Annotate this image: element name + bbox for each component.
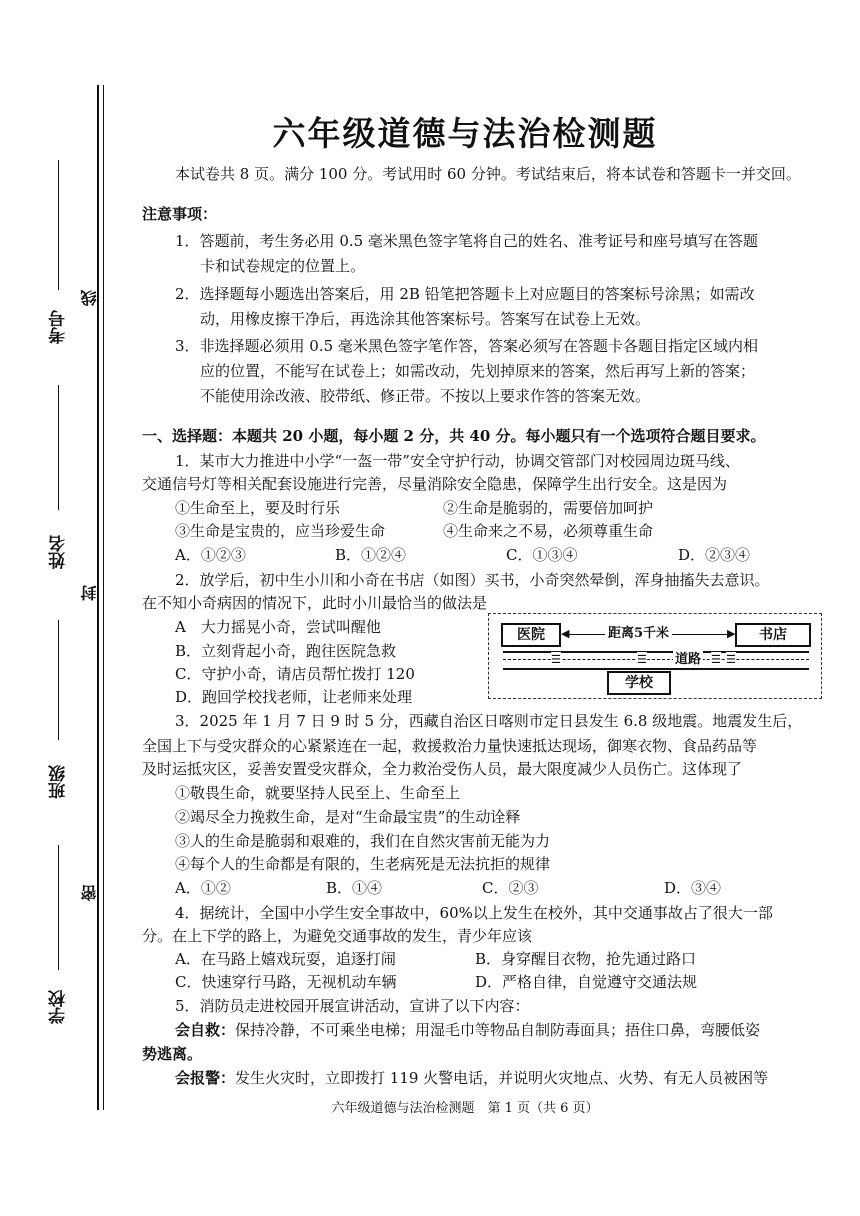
q3-statement: ②竭尽全力挽救生命，是对“生命最宝贵”的生动诠释 [175,808,521,826]
q5-text: 发生火灾时，立即拨打 119 火警电话，并说明火灾地点、火势、有无人员被困等 [235,1069,769,1087]
q3-stem: 全国上下与受灾群众的心紧紧连在一起，救援救治力量快速抵达现场，御寒衣物、食品药品等 [142,737,758,755]
q3-statement: ①敬畏生命，就要坚持人民至上、生命至上 [175,784,461,802]
bookstore-box: 书店 [735,623,811,647]
margin-rule-inner [103,85,104,1110]
q1-option-a: A．①②③ [175,546,246,564]
q5-stem: 5．消防员走进校园开展宣讲活动，宣讲了以下内容： [175,997,530,1015]
distance-label: 距离5千米 [605,625,672,643]
q4-stem: 分。在上下学的路上，为避免交通事故的发生，青少年应该 [142,927,533,945]
school-label: 学校 [49,990,69,1024]
q1-statement: ③生命是宝贵的，应当珍爱生命 [175,522,386,540]
road-edge-bottom [503,668,809,670]
q2-option-d: D．跑回学校找老师，让老师来处理 [175,688,413,706]
seal-line-mark: 线 [80,290,99,306]
q3-option-d: D．③④ [664,879,722,897]
q4-option-d: D．严格自律，自觉遵守交通法规 [475,973,698,991]
q1-statement: ②生命是脆弱的，需要倍加呵护 [443,499,654,517]
road-marking: ☰ [551,653,561,666]
q1-option-b: B．①②④ [335,546,407,564]
q5-text: 保持冷静，不可乘坐电梯；用湿毛巾等物品自制防毒面具；捂住口鼻，弯腰低姿 [235,1021,761,1039]
section-heading: 一、选择题：本题共 20 小题，每小题 2 分，共 40 分。每小题只有一个选项符合题目要求。 [142,427,766,445]
arrow-right-icon: ▶ [727,627,736,640]
q5-item-self-rescue [175,1019,760,1041]
notice-line: 动，用橡皮擦干净后，再选涂其他答案标号。答案写在试卷上无效。 [200,310,651,328]
q1-option-d: D．②③④ [678,546,751,564]
notice-heading: 注意事项： [142,205,218,223]
notice-line: 1．答题前，考生务必用 0.5 毫米黑色签字笔将自己的姓名、准考证号和座号填写在答题 [175,232,758,250]
q2-stem: 在不知小奇病因的情况下，此时小川最恰当的做法是 [142,594,488,612]
seal-secret-mark: 密 [80,885,99,901]
q2-stem: 2．放学后，初中生小川和小奇在书店（如图）买书，小奇突然晕倒，浑身抽搐失去意识。 [175,571,770,589]
road-marking: ☰ [637,653,647,666]
hospital-box: 医院 [501,623,561,647]
q1-stem: 1．某市大力推进中小学“一盔一带”安全守护行动，协调交管部门对校园周边斑马线、 [175,452,740,470]
road-edge-top [503,651,809,653]
school-line [58,845,59,970]
q4-option-a: A．在马路上嬉戏玩耍，追逐打闹 [175,950,396,968]
road-label: 道路 [675,652,702,667]
road-marking: ☰ [711,653,721,666]
q3-statement: ③人的生命是脆弱和艰难的，我们在自然灾害前无能为力 [175,832,551,850]
q4-option-b: B．身穿醒目衣物，抢先通过路口 [475,950,697,968]
q1-statement: ④生命来之不易，必须尊重生命 [443,522,654,540]
notice-line: 不能使用涂改液、胶带纸、修正带。不按以上要求作答的答案无效。 [200,387,651,405]
q5-keyword: 会自救： [175,1021,236,1039]
q3-option-c: C．②③ [482,879,539,897]
class-line [58,620,59,740]
name-line [58,385,59,510]
q3-option-b: B．①④ [326,879,383,897]
q1-stem: 交通信号灯等相关配套设施进行完善，尽量消除安全隐患，保障学生出行安全。这是因为 [142,475,728,493]
seal-seal-mark: 封 [80,585,99,601]
q5-text-cont: 势逃离。 [142,1045,203,1063]
arrow-left-icon: ◀ [561,627,570,640]
class-label: 班级 [49,765,69,799]
q4-stem: 4．据统计，全国中小学生安全事故中，60%以上发生在校外，其中交通事故占了很大一部 [175,904,773,922]
road-centerline [503,659,809,660]
q1-statement: ①生命至上，要及时行乐 [175,499,341,517]
q3-stem: 3．2025 年 1 月 7 日 9 时 5 分，西藏自治区日喀则市定日县发生 6.8 级地震。地震发生后， [175,712,803,730]
road-marking: ☰ [726,653,736,666]
notice-line: 卡和试卷规定的位置上。 [200,257,366,275]
q3-statement: ④每个人的生命都是有限的，生老病死是无法抗拒的规律 [175,855,551,873]
page-title: 六年级道德与法治检测题 [272,114,658,153]
q2-option-b: B．立刻背起小奇，跑往医院急救 [175,642,397,660]
q2-option-c: C．守护小奇，请店员帮忙拨打 120 [175,665,415,683]
notice-line: 2．选择题每小题选出答案后，用 2B 铅笔把答题卡上对应题目的答案标号涂黑；如需改 [175,285,755,303]
page-footer: 六年级道德与法治检测题 第 1 页（共 6 页） [331,1101,599,1116]
q3-stem: 及时运抵灾区，妥善安置受灾群众，全力救治受伤人员，最大限度减少人员伤亡。这体现了 [142,760,743,778]
notice-line: 3．非选择题必须用 0.5 毫米黑色签字笔作答，答案必须写在答题卡各题目指定区域内相 [175,337,758,355]
q5-keyword: 会报警： [175,1069,236,1087]
exam-no-label: 考号 [49,310,69,344]
map-diagram [488,613,822,699]
q1-option-c: C．①③④ [506,546,578,564]
q3-option-a: A．①② [175,879,231,897]
q5-item-report [175,1067,768,1089]
exam-no-line [58,160,59,290]
intro-text: 本试卷共 8 页。满分 100 分。考试用时 60 分钟。考试结束后，将本试卷和答题卡一并交回。 [175,165,801,183]
q4-option-c: C．快速穿行马路，无视机动车辆 [175,973,397,991]
notice-line: 应的位置，不能写在试卷上；如需改动，先划掉原来的答案，然后再写上新的答案； [200,362,756,380]
name-label: 姓名 [49,535,69,569]
school-box: 学校 [607,671,671,695]
q2-option-a: A 大力摇晃小奇，尝试叫醒他 [175,618,381,636]
